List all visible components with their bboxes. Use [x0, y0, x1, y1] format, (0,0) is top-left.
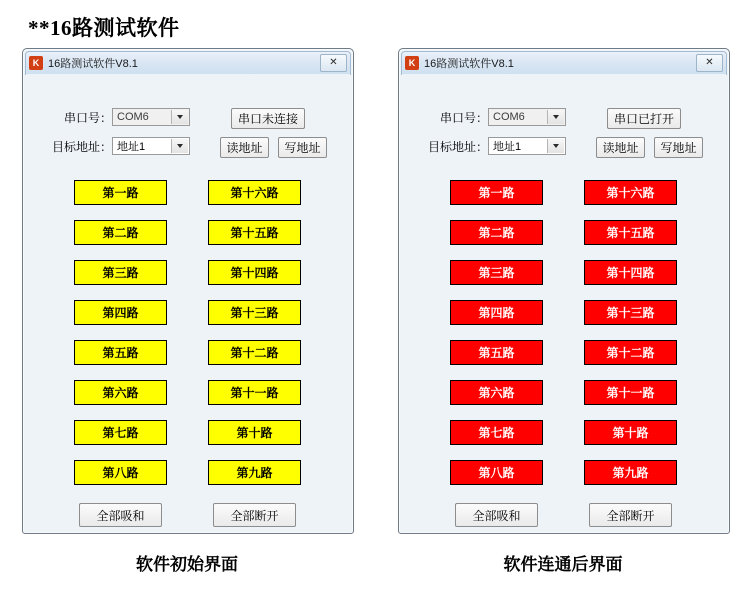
- address-row: [428, 137, 566, 155]
- port-status-button[interactable]: 串口已打开: [607, 108, 681, 129]
- channel-button-9[interactable]: 第九路: [208, 460, 301, 485]
- channel-button-8[interactable]: 第八路: [450, 460, 543, 485]
- page-title: **16路测试软件: [28, 16, 180, 40]
- port-row: [64, 108, 190, 126]
- port-select[interactable]: COM6: [112, 108, 190, 126]
- app-icon: K: [405, 56, 419, 70]
- write-address-button[interactable]: 写地址: [278, 137, 327, 158]
- channel-button-1[interactable]: 第一路: [450, 180, 543, 205]
- app-window-initial: [22, 48, 354, 534]
- channel-button-13[interactable]: 第十三路: [208, 300, 301, 325]
- channel-button-14[interactable]: 第十四路: [208, 260, 301, 285]
- chevron-down-icon[interactable]: [547, 110, 564, 124]
- write-address-button[interactable]: 写地址: [654, 137, 703, 158]
- titlebar: [25, 51, 351, 75]
- channel-button-6[interactable]: 第六路: [450, 380, 543, 405]
- channel-button-9[interactable]: 第九路: [584, 460, 677, 485]
- channel-button-4[interactable]: 第四路: [74, 300, 167, 325]
- window-title: 16路测试软件V8.1: [48, 58, 138, 70]
- port-row: [440, 108, 566, 126]
- app-icon: K: [29, 56, 43, 70]
- channel-button-12[interactable]: 第十二路: [584, 340, 677, 365]
- port-label: 串口号：: [440, 110, 489, 125]
- read-address-button[interactable]: 读地址: [596, 137, 645, 158]
- chevron-down-icon[interactable]: [171, 139, 188, 153]
- port-label: 串口号：: [64, 110, 113, 125]
- window-title: 16路测试软件V8.1: [424, 58, 514, 70]
- caption-initial: 软件初始界面: [136, 555, 238, 574]
- channel-button-5[interactable]: 第五路: [74, 340, 167, 365]
- channel-button-10[interactable]: 第十路: [584, 420, 677, 445]
- all-off-button[interactable]: 全部断开: [213, 503, 296, 527]
- address-select[interactable]: 地址1: [112, 137, 190, 155]
- channel-button-7[interactable]: 第七路: [74, 420, 167, 445]
- channel-button-13[interactable]: 第十三路: [584, 300, 677, 325]
- channel-button-5[interactable]: 第五路: [450, 340, 543, 365]
- titlebar: [401, 51, 727, 75]
- channel-button-16[interactable]: 第十六路: [208, 180, 301, 205]
- all-on-button[interactable]: 全部吸和: [79, 503, 162, 527]
- channel-button-2[interactable]: 第二路: [450, 220, 543, 245]
- channel-button-8[interactable]: 第八路: [74, 460, 167, 485]
- close-icon[interactable]: ✕: [320, 54, 347, 72]
- channel-button-2[interactable]: 第二路: [74, 220, 167, 245]
- port-select[interactable]: COM6: [488, 108, 566, 126]
- channel-button-12[interactable]: 第十二路: [208, 340, 301, 365]
- read-address-button[interactable]: 读地址: [220, 137, 269, 158]
- window-client-area: [402, 74, 726, 530]
- window-client-area: [26, 74, 350, 530]
- channel-button-10[interactable]: 第十路: [208, 420, 301, 445]
- chevron-down-icon[interactable]: [171, 110, 188, 124]
- channel-button-15[interactable]: 第十五路: [584, 220, 677, 245]
- app-window-connected: [398, 48, 730, 534]
- channel-button-3[interactable]: 第三路: [74, 260, 167, 285]
- all-on-button[interactable]: 全部吸和: [455, 503, 538, 527]
- address-label: 目标地址：: [428, 139, 489, 154]
- address-row: [52, 137, 190, 155]
- caption-connected: 软件连通后界面: [503, 555, 623, 574]
- close-icon[interactable]: ✕: [696, 54, 723, 72]
- address-select[interactable]: 地址1: [488, 137, 566, 155]
- channel-button-11[interactable]: 第十一路: [584, 380, 677, 405]
- chevron-down-icon[interactable]: [547, 139, 564, 153]
- channel-button-3[interactable]: 第三路: [450, 260, 543, 285]
- channel-button-6[interactable]: 第六路: [74, 380, 167, 405]
- channel-button-16[interactable]: 第十六路: [584, 180, 677, 205]
- channel-button-11[interactable]: 第十一路: [208, 380, 301, 405]
- port-status-button[interactable]: 串口未连接: [231, 108, 305, 129]
- channel-button-4[interactable]: 第四路: [450, 300, 543, 325]
- channel-button-15[interactable]: 第十五路: [208, 220, 301, 245]
- channel-button-7[interactable]: 第七路: [450, 420, 543, 445]
- all-off-button[interactable]: 全部断开: [589, 503, 672, 527]
- channel-button-1[interactable]: 第一路: [74, 180, 167, 205]
- address-label: 目标地址：: [52, 139, 113, 154]
- channel-button-14[interactable]: 第十四路: [584, 260, 677, 285]
